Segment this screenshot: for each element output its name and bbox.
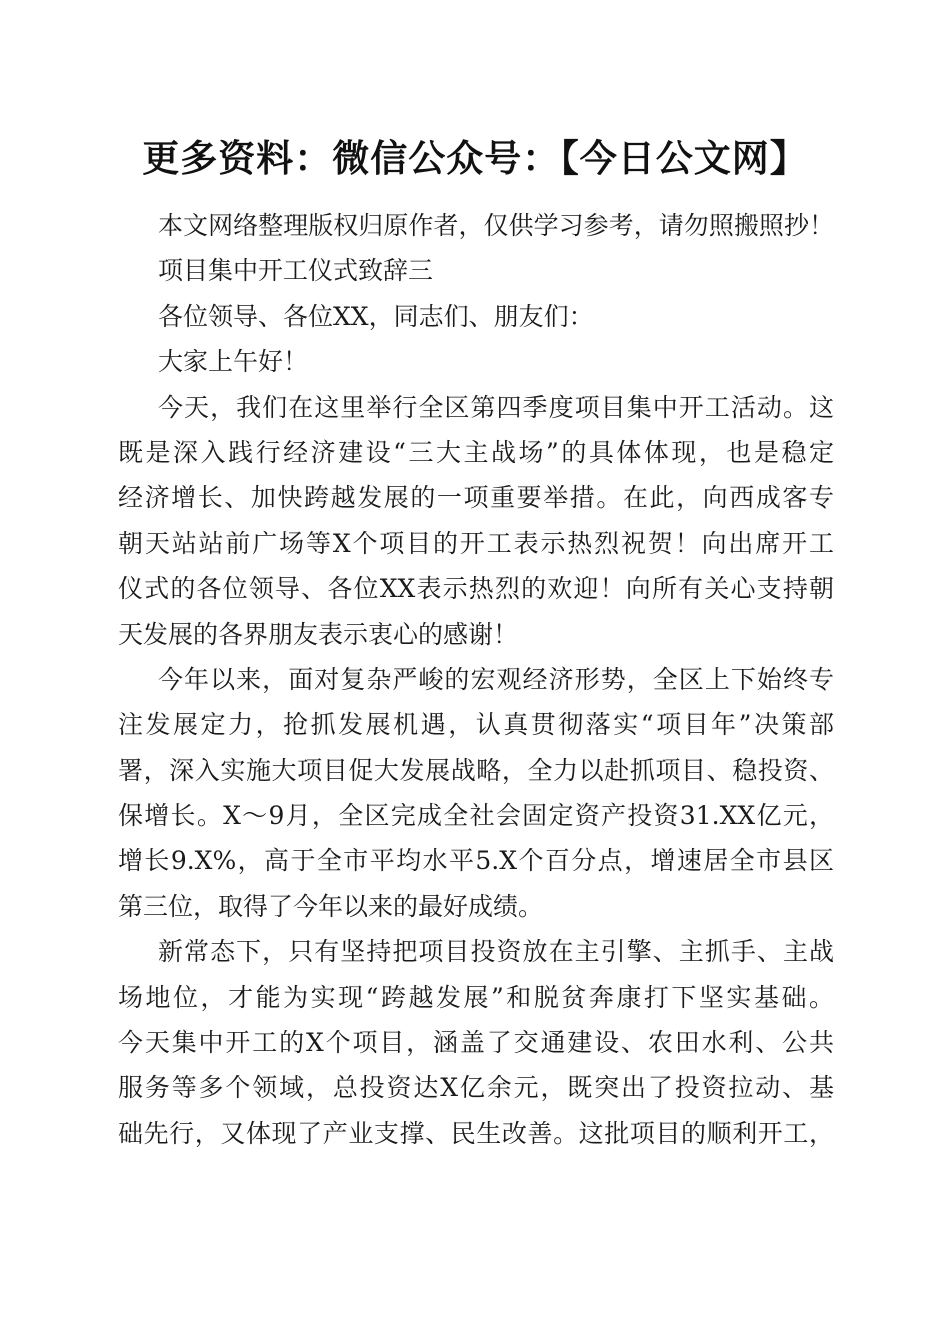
text-line: 经济增长、加快跨越发展的一项重要举措。在此，向西成客专 <box>118 483 834 513</box>
text-line: 朝天站站前广场等X个项目的开工表示热烈祝贺！向出席开工 <box>118 528 834 558</box>
text-line: 天发展的各界朋友表示衷心的感谢！ <box>118 619 519 649</box>
text-line: 础先行，又体现了产业支撑、民生改善。这批项目的顺利开工， <box>118 1118 834 1148</box>
text-line: 场地位，才能为实现“跨越发展”和脱贫奔康打下坚实基础。 <box>118 982 834 1012</box>
text-line: 署，深入实施大项目促大发展战略，全力以赴抓项目、稳投资、 <box>118 755 834 785</box>
text-line: 仪式的各位领导、各位XX表示热烈的欢迎！向所有关心支持朝 <box>118 574 834 604</box>
text-line: 大家上午好！ <box>158 347 309 377</box>
text-line: 今天集中开工的X个项目，涵盖了交通建设、农田水利、公共 <box>118 1028 834 1058</box>
text-line: 增长9.X%，高于全市平均水平5.X个百分点，增速居全市县区 <box>118 846 834 876</box>
text-line: 各位领导、各位XX，同志们、朋友们： <box>158 301 594 331</box>
document-body <box>118 203 834 1156</box>
text-line: 今年以来，面对复杂严峻的宏观经济形势，全区上下始终专 <box>158 664 834 694</box>
text-line: 服务等多个领域，总投资达X亿余元，既突出了投资拉动、基 <box>118 1073 834 1103</box>
text-line: 既是深入践行经济建设“三大主战场”的具体体现，也是稳定 <box>118 437 834 467</box>
text-line: 项目集中开工仪式致辞三 <box>158 256 434 286</box>
text-line: 第三位，取得了今年以来的最好成绩。 <box>118 891 544 921</box>
page-title: 更多资料：微信公众号：【今日公文网】 <box>142 136 808 180</box>
text-line: 保增长。X～9月，全区完成全社会固定资产投资31.XX亿元， <box>118 801 834 831</box>
text-line: 本文网络整理版权归原作者，仅供学习参考，请勿照搬照抄！ <box>158 211 834 240</box>
text-line: 注发展定力，抢抓发展机遇，认真贯彻落实“项目年”决策部 <box>118 710 834 740</box>
text-line: 新常态下，只有坚持把项目投资放在主引擎、主抓手、主战 <box>158 937 834 967</box>
text-line: 今天，我们在这里举行全区第四季度项目集中开工活动。这 <box>158 392 834 422</box>
